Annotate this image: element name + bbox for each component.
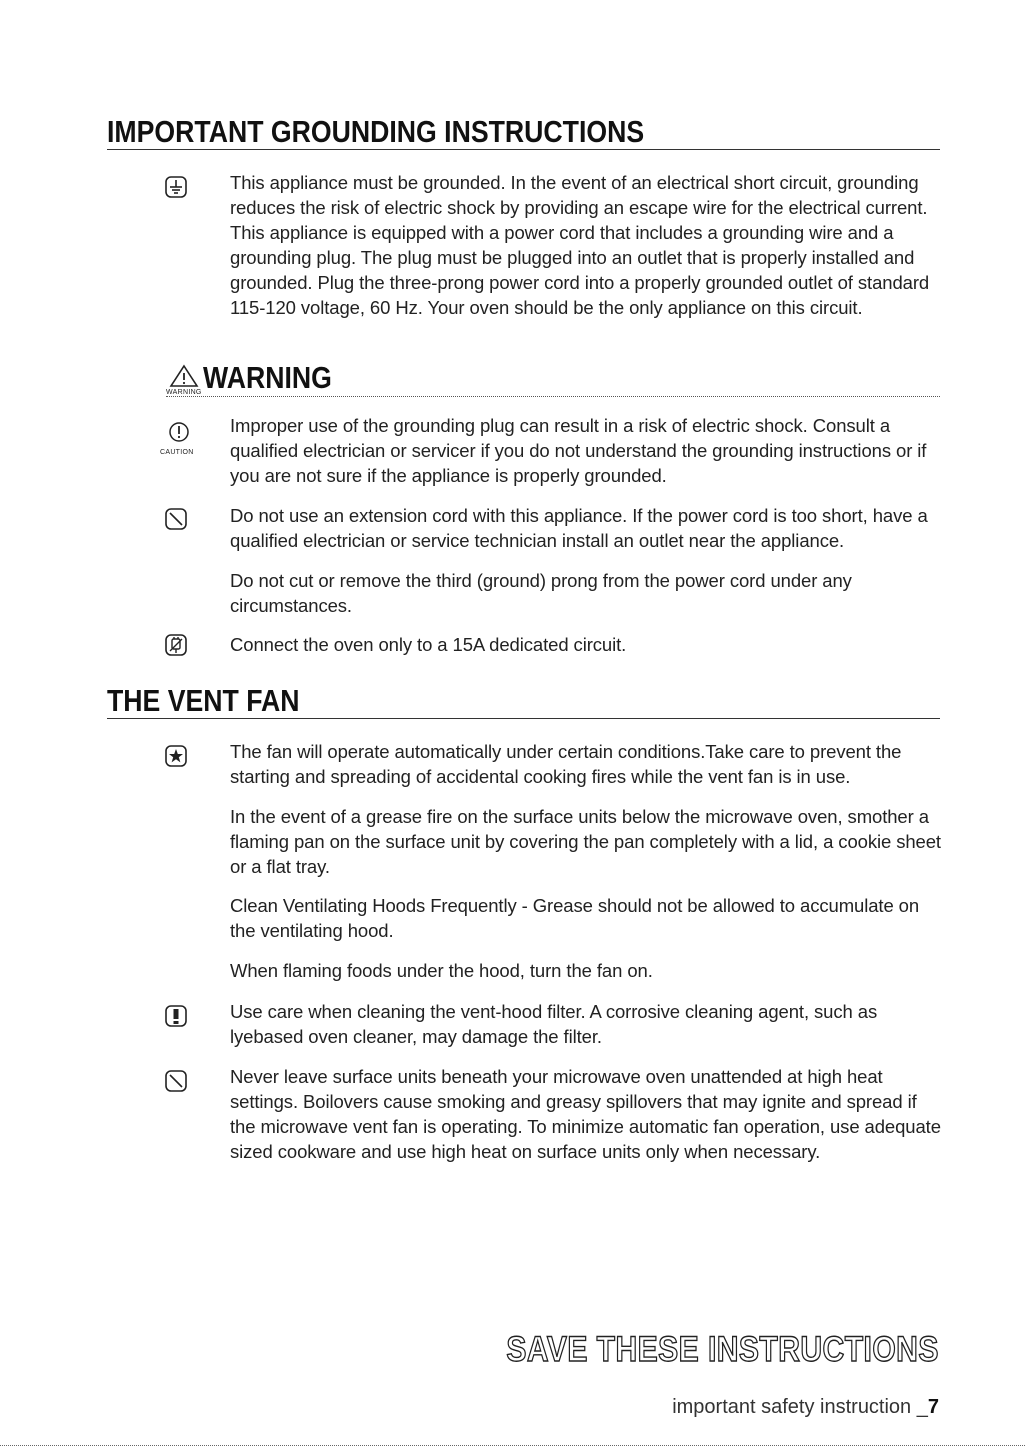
bottom-dotted-line xyxy=(0,1445,1025,1446)
star-note-icon xyxy=(165,745,187,767)
warning-icon-caption: WARNING xyxy=(166,389,202,396)
vent-fan-heading-rule xyxy=(107,718,940,719)
warning-triangle-icon xyxy=(169,364,199,388)
extension-cord-paragraph: Do not use an extension cord with this appliance. If the power cord is too short, have a qualified electrician or service technician install an outlet near the appliance. xyxy=(230,505,928,551)
ground-prong-paragraph: Do not cut or remove the third (ground) prong from the power cord under any circumstances. xyxy=(230,570,852,616)
page-footer xyxy=(672,1396,939,1419)
flaming-foods-paragraph: When flaming foods under the hood, turn the fan on. xyxy=(230,960,653,981)
surface-units-paragraph: Never leave surface units beneath your microwave oven unattended at high heat settings. Boilovers cause smoking and greasy spillovers that may ignite and spread if the microwave vent fan is operating. To minimize automatic fan operation, use adequate sized cookware and use high heat on surface units only when necessary. xyxy=(230,1066,941,1162)
page-number: 7 xyxy=(927,1396,939,1418)
save-instructions-banner: SAVE THESE INSTRUCTIONS xyxy=(506,1330,939,1369)
prohibited-icon xyxy=(165,1070,187,1092)
warning-heading-rule xyxy=(166,396,940,397)
dedicated-circuit-paragraph: Connect the oven only to a 15A dedicated circuit. xyxy=(230,634,627,655)
grounding-heading: IMPORTANT GROUNDING INSTRUCTIONS xyxy=(107,114,645,149)
fan-operate-paragraph: The fan will operate automatically under certain conditions.Take care to prevent the starting and spreading of accidental cooking fires while the vent fan is in use. xyxy=(230,741,902,787)
caution-paragraph: Improper use of the grounding plug can result in a risk of electric shock. Consult a qualified electrician or servicer if you do not understand the grounding instructions or if you are not sure if the appliance is properly grounded. xyxy=(230,415,927,486)
warning-heading: WARNING xyxy=(203,360,332,395)
footer-label: important safety instruction _ xyxy=(672,1396,928,1418)
caution-circle-icon xyxy=(168,421,190,443)
grease-fire-paragraph: In the event of a grease fire on the surface units below the microwave oven, smother a flaming pan on the surface unit by covering the pan completely with a lid, a cookie sheet or a flat tray. xyxy=(230,806,941,877)
prohibited-icon xyxy=(165,508,187,530)
exclamation-box-icon xyxy=(165,1005,187,1027)
clean-hoods-paragraph: Clean Ventilating Hoods Frequently - Grease should not be allowed to accumulate on the ventilating hood. xyxy=(230,895,920,941)
vent-filter-paragraph: Use care when cleaning the vent-hood filter. A corrosive cleaning agent, such as lyebased oven cleaner, may damage the filter. xyxy=(230,1001,878,1047)
caution-icon-caption: CAUTION xyxy=(160,449,194,456)
vent-fan-heading: THE VENT FAN xyxy=(107,683,300,718)
electrical-plug-icon xyxy=(165,634,187,656)
grounding-heading-rule xyxy=(107,149,940,150)
ground-symbol-icon xyxy=(165,176,187,198)
grounding-paragraph: This appliance must be grounded. In the event of an electrical short circuit, grounding reduces the risk of electric shock by providing an escape wire for the electrical current. This appliance is equipped with a power cord that includes a grounding wire and a grounding plug. The plug must be plugged into an outlet that is properly installed and grounded. Plug the three-prong power cord into a properly grounded outlet of standard 115-120 voltage, 60 Hz. Your oven should be the only appliance on this circuit. xyxy=(230,172,930,318)
